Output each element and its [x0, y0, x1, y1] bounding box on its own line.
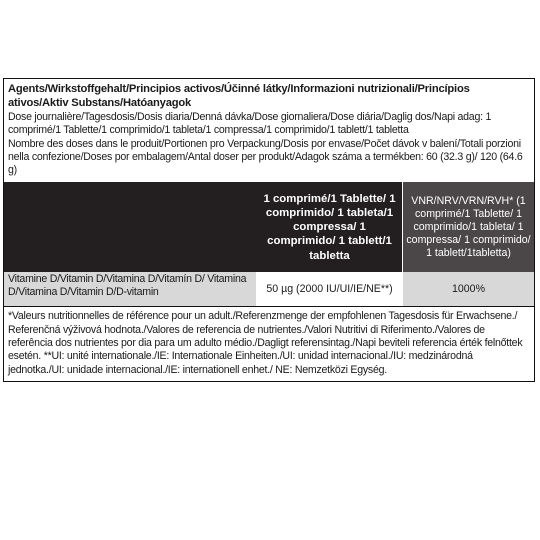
active-ingredients-header: Agents/Wirkstoffgehalt/Principios activos/Účinné látky/Informazioni nutrizionali/Princípios ativos/Aktiv Substans/Hatóanyagok — [8, 83, 470, 109]
amount-cell: 50 µg (2000 IU/UI/IE/NE**) — [257, 272, 402, 306]
ingredient-name-cell: Vitamine D/Vitamin D/Vitamina D/Vitamín D/ Vitamina D/Vitamina D/Vitamin D/D-vitamin — [4, 272, 257, 306]
daily-dose-text: Dose journalière/Tagesdosis/Dosis diaria/Denná dávka/Dose giornaliera/Dose diária/Daglig dos/Napi adag: 1 comprimé/1 Tablette/1 comprimido/1 tableta/1 compressa/1 comprimido/1 tablett/1 tabletta — [8, 111, 492, 137]
doses-per-package-text: Nombre des doses dans le produit/Portionen pro Verpackung/Dosis por envase/Počet dávok v balení/Totali porzioni nella confezione/Doses por embalagem/Antal doser per produkt/Adagok száma a termékben: 60 (32.3 g)/ 120 (64.6 g) — [8, 137, 523, 176]
footnote-text: *Valeurs nutritionnelles de référence pour un adult./Referenzmenge der empfohlenen Tagesdosis für Erwachsene./ Referenčná výživová hodnota./Valores de referencia de nutrientes./Valori Nutritivi di Riferimento./Valores de referência dos nutrientes por dia para um adulto médio./Dagligt referensintag./Napi beviteli referencia érték felnőttek esetén. **UI: unité internationale./IE: Internationale Einheiten./UI: unidad internacional./IU: medzinárodná jednotka./UI: unidade internacional./IE: internationell enhet./ NE: Nemzetközi Egység. — [8, 310, 523, 376]
table-header-row — [4, 182, 534, 272]
table-row — [4, 272, 534, 307]
serving-header-cell: 1 comprimé/1 Tablette/ 1 comprimido/ 1 tableta/1 compressa/ 1 comprimido/ 1 tablett/1 tabletta — [263, 192, 396, 262]
supplement-facts-label — [3, 78, 535, 382]
nrv-header-cell: VNR/NRV/VRN/RVH* (1 comprimé/1 Tablette/ 1 comprimido/1 tableta/ 1 compressa/ 1 comprimido/ 1 tablett/1tabletta) — [402, 182, 534, 272]
nrv-percent-cell: 1000% — [402, 272, 534, 306]
ingredient-header-cell — [4, 182, 257, 272]
